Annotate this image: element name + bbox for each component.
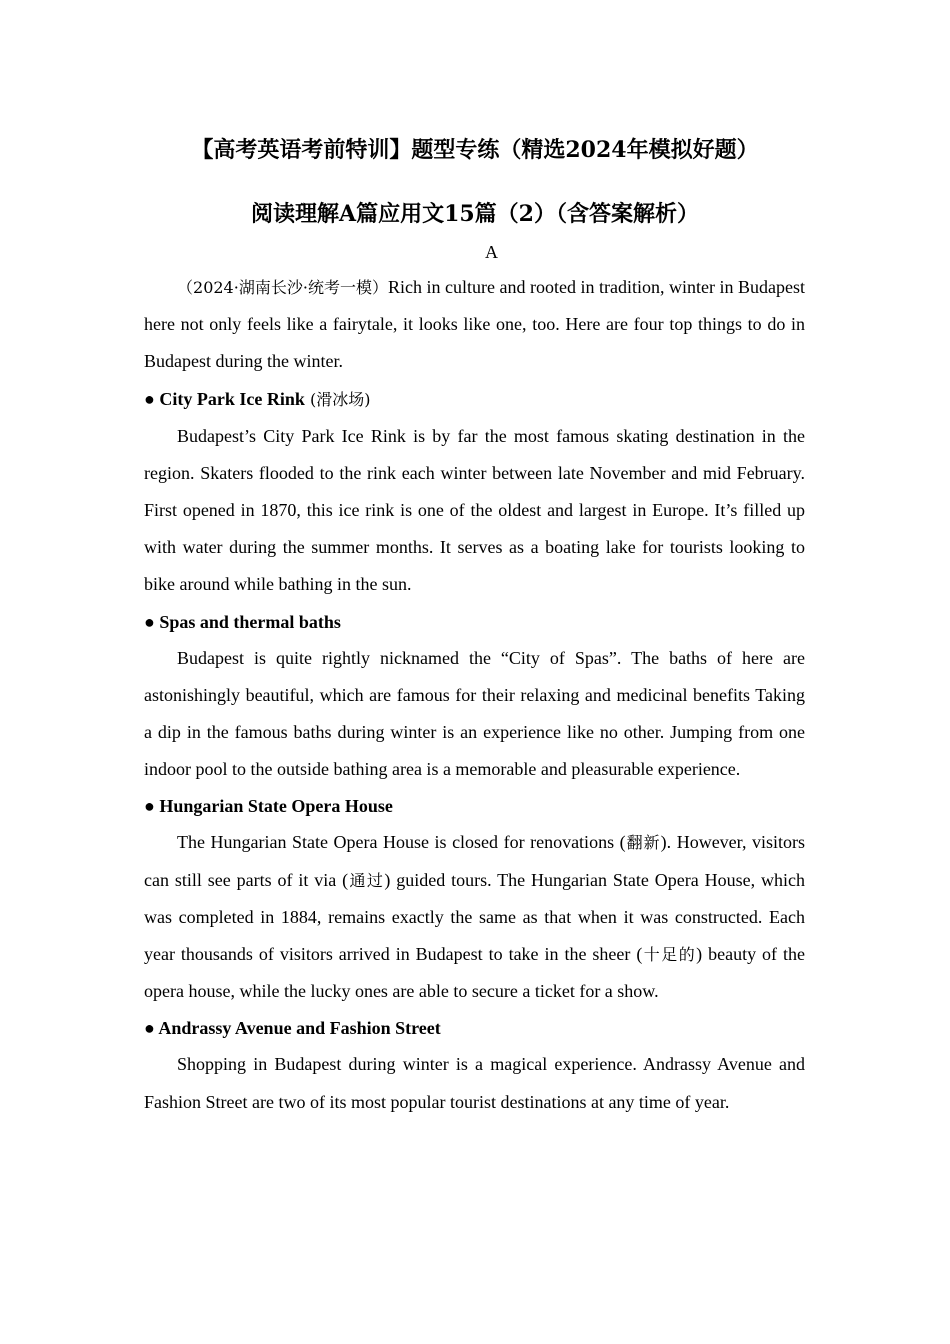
source-note: （2024·湖南长沙·统考一模） <box>177 278 388 297</box>
intro-text: Rich in culture and rooted in tradition, winter in Budapest here not only feels like a fairytale, it looks like one, too. Here are four top things to do in Budapest during the winter. <box>144 277 805 372</box>
section-body-ice-rink: Budapest’s City Park Ice Rink is by far the most famous skating destination in the region. Skaters flooded to the rink each winter between late November and mid February. First opened in 1870, this ice rink is one of the oldest and largest in Europe. It’s filled up with water during the summer months. It serves as a boating lake for tourists looking to bike around while bathing in the sun. <box>144 425 805 595</box>
section-heading-andrassy-avenue: ● Andrassy Avenue and Fashion Street <box>144 1018 441 1039</box>
document-title-line-2: 阅读理解A篇应用文15篇（2）（含答案解析） <box>251 201 699 227</box>
section-heading-ice-rink: ● City Park Ice Rink (滑冰场) <box>144 388 371 409</box>
section-body-spas: Budapest is quite rightly nicknamed the “City of Spas”. The baths of here are astonishingly beautiful, which are famous for their relaxing and medicinal benefits Taking a dip in the famous baths during winter is an experience like no other. Jumping from one indoor pool to the outside bathing area is a memorable and pleasurable experience. <box>144 647 805 780</box>
document-title-line-1: 【高考英语考前特训】题型专练（精选2024年模拟好题） <box>191 137 759 163</box>
section-heading-opera-house: ● Hungarian State Opera House <box>144 796 393 817</box>
gloss-via: 通过 <box>348 870 385 890</box>
heading-note: (滑冰场) <box>304 389 371 409</box>
section-heading-spas: ● Spas and thermal baths <box>144 611 341 632</box>
passage-label: A <box>485 242 498 262</box>
intro-paragraph <box>144 269 805 381</box>
gloss-renovations: 翻新 <box>625 833 661 853</box>
section-body-andrassy-avenue: Shopping in Budapest during winter is a magical experience. Andrassy Avenue and Fashion Street are two of its most popular tourist destinations at any time of year. <box>144 1054 805 1112</box>
gloss-sheer: 十足的 <box>642 945 697 965</box>
passage-body <box>144 269 805 1121</box>
section-body-opera-house: The Hungarian State Opera House is closed for renovations (翻新). However, visitors can still see parts of it via (通过) guided tours. The Hungarian State Opera House, which was completed in 1884, remains exactly the same as that when it was constructed. Each year thousands of visitors arrived in Budapest to take in the sheer (十足的) beauty of the opera house, while the lucky ones are able to secure a ticket for a show. <box>144 832 805 1002</box>
